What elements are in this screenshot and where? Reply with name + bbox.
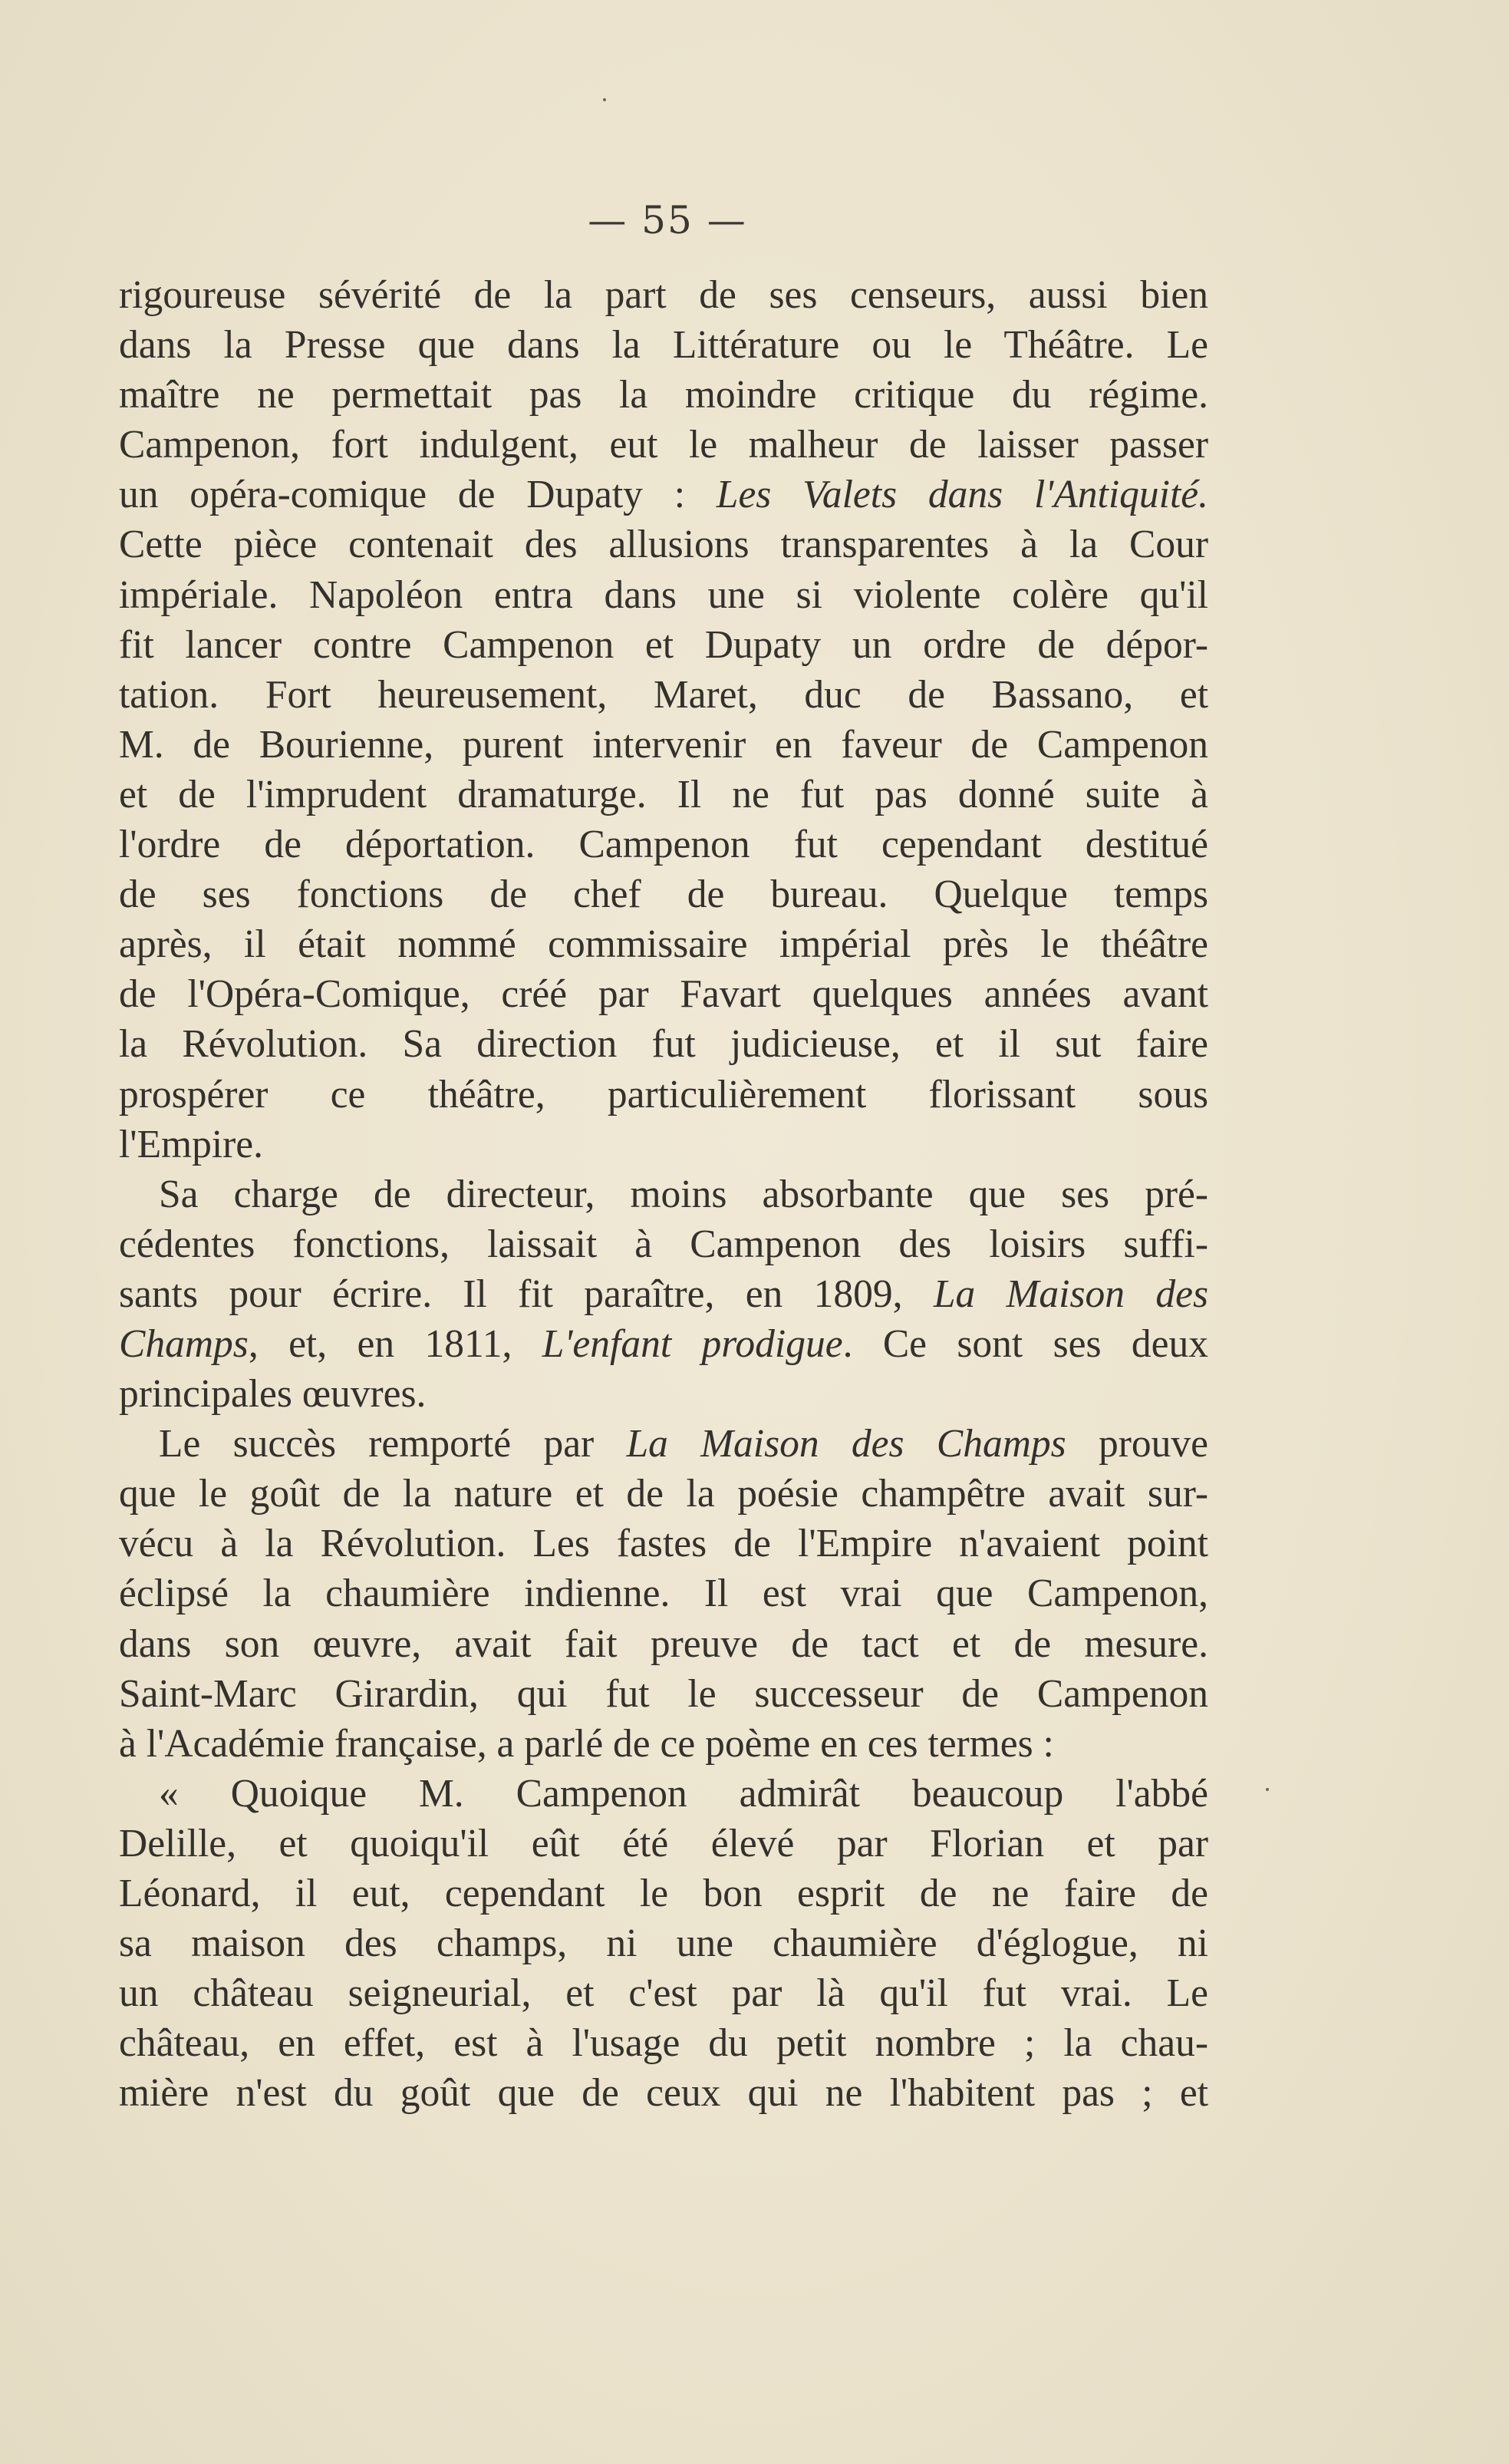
text-line: un château seigneurial, et c'est par là qu'il fut vrai. Le: [119, 1971, 1208, 2016]
text-line: [119, 1419, 1208, 1469]
text-line: maître ne permettait pas la moindre critique du régime.: [119, 373, 1208, 417]
title-italic: La Maison des: [933, 1272, 1208, 1316]
text-line: impériale. Napoléon entra dans une si violente colère qu'il: [119, 572, 1208, 617]
text-line: éclipsé la chaumière indienne. Il est vrai que Campenon,: [119, 1572, 1208, 1616]
title-italic: L'enfant prodigue: [542, 1321, 843, 1366]
text-line: Cette pièce contenait des allusions transparentes à la Cour: [119, 523, 1208, 567]
text-line: « Quoique M. Campenon admirât beaucoup l'abbé: [159, 1771, 1208, 1816]
text-segment: , et, en 1811,: [248, 1321, 542, 1366]
body-text: [119, 270, 1208, 2118]
text-line: sa maison des champs, ni une chaumière d'églogue, ni: [119, 1921, 1208, 1966]
text-line: mière n'est du goût que de ceux qui ne l'habitent pas ; et: [119, 2071, 1208, 2116]
text-line: château, en effet, est à l'usage du petit nombre ; la chau-: [119, 2021, 1208, 2066]
text-line: dans la Presse que dans la Littérature ou le Théâtre. Le: [119, 323, 1208, 368]
text-line: rigoureuse sévérité de la part de ses censeurs, aussi bien: [119, 273, 1208, 317]
text-line: Sa charge de directeur, moins absorbante que ses pré-: [159, 1172, 1208, 1216]
text-line: Léonard, il eut, cependant le bon esprit de ne faire de: [119, 1872, 1208, 1915]
text-segment: Le succès remporté par: [159, 1422, 627, 1466]
text-line: l'Empire.: [119, 1122, 264, 1166]
text-line: la Révolution. Sa direction fut judicieuse, et il sut faire: [119, 1022, 1208, 1067]
title-italic: Les Valets dans l'Antiquité.: [716, 473, 1208, 517]
title-italic: La Maison des Champs: [626, 1422, 1066, 1466]
text-line: [119, 470, 1208, 520]
text-line: M. de Bourienne, purent intervenir en faveur de Campenon: [119, 722, 1208, 767]
text-segment: un opéra-comique de Dupaty :: [119, 473, 717, 517]
text-line: Campenon, fort indulgent, eut le malheur de laisser passer: [119, 423, 1208, 467]
text-line: que le goût de la nature et de la poésie champêtre avait sur-: [119, 1472, 1208, 1516]
text-line: de l'Opéra-Comique, créé par Favart quelques années avant: [119, 972, 1208, 1017]
text-line: principales œuvres.: [119, 1372, 427, 1417]
text-line: de ses fonctions de chef de bureau. Quelque temps: [119, 872, 1208, 917]
text-line: prospérer ce théâtre, particulièrement florissant sous: [119, 1072, 1208, 1117]
paper-speck: [603, 98, 606, 101]
text-line: Delille, et quoiqu'il eût été élevé par Florian et par: [119, 1821, 1208, 1865]
text-line: [119, 1319, 1208, 1369]
text-line: vécu à la Révolution. Les fastes de l'Empire n'avaient point: [119, 1522, 1208, 1566]
text-line: et de l'imprudent dramaturge. Il ne fut pas donné suite à: [119, 772, 1208, 816]
text-segment: . Ce sont ses deux: [842, 1321, 1208, 1366]
text-line: [119, 1269, 1208, 1319]
text-line: l'ordre de déportation. Campenon fut cependant destitué: [119, 823, 1208, 867]
text-line: cédentes fonctions, laissait à Campenon des loisirs suffi-: [119, 1222, 1208, 1266]
text-segment: prouve: [1066, 1422, 1208, 1466]
text-line: fit lancer contre Campenon et Dupaty un ordre de dépor-: [119, 622, 1208, 667]
text-line: à l'Académie française, a parlé de ce poème en ces termes :: [119, 1721, 1054, 1766]
text-line: tation. Fort heureusement, Maret, duc de Bassano, et: [119, 672, 1208, 717]
text-line: Saint-Marc Girardin, qui fut le successeur de Campenon: [119, 1671, 1208, 1716]
paper-speck: [1266, 1788, 1269, 1791]
text-segment: sants pour écrire. Il fit paraître, en 1809,: [119, 1272, 934, 1316]
page-number: — 55 —: [588, 198, 747, 242]
text-line: après, il était nommé commissaire impérial près le théâtre: [119, 922, 1208, 967]
text-line: dans son œuvre, avait fait preuve de tact et de mesure.: [119, 1621, 1208, 1666]
title-italic: Champs: [119, 1321, 249, 1366]
